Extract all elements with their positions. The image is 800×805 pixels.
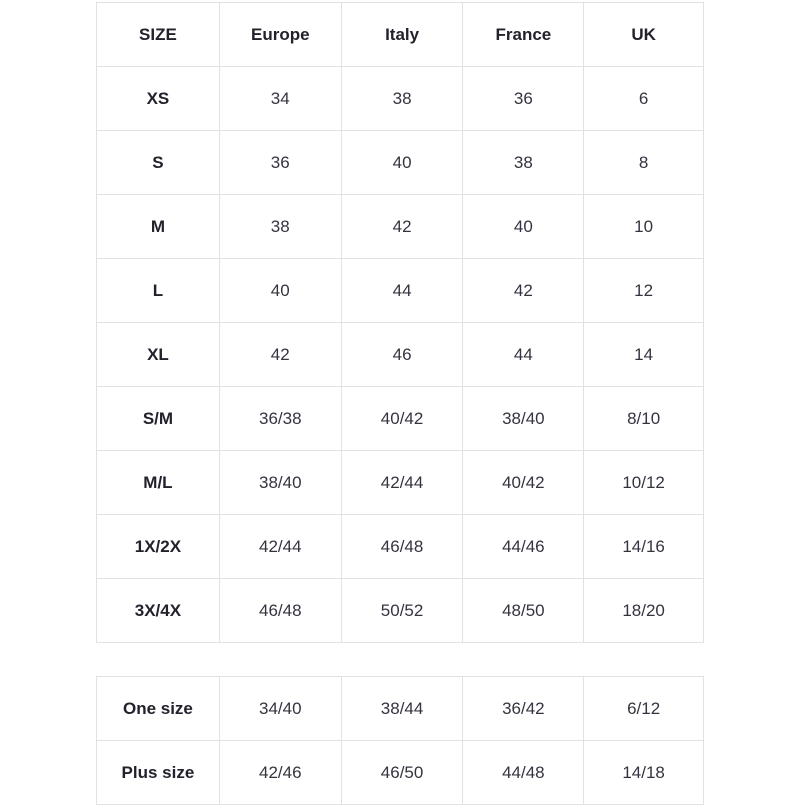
row-label: M bbox=[97, 195, 220, 259]
cell-uk: 8/10 bbox=[584, 387, 704, 451]
cell-italy: 38/44 bbox=[341, 677, 463, 741]
table-body bbox=[97, 67, 704, 643]
cell-uk: 6 bbox=[584, 67, 704, 131]
table-header bbox=[97, 3, 704, 67]
cell-europe: 36 bbox=[219, 131, 341, 195]
table-row bbox=[97, 131, 704, 195]
cell-europe: 46/48 bbox=[219, 579, 341, 643]
cell-europe: 36/38 bbox=[219, 387, 341, 451]
cell-uk: 8 bbox=[584, 131, 704, 195]
cell-france: 40 bbox=[463, 195, 584, 259]
column-header-france: France bbox=[463, 3, 584, 67]
column-header-italy: Italy bbox=[341, 3, 463, 67]
table-row bbox=[97, 323, 704, 387]
cell-france: 44 bbox=[463, 323, 584, 387]
row-label: S/M bbox=[97, 387, 220, 451]
cell-italy: 40 bbox=[341, 131, 463, 195]
table-row bbox=[97, 741, 704, 805]
cell-france: 44/46 bbox=[463, 515, 584, 579]
column-header-europe: Europe bbox=[219, 3, 341, 67]
table-row bbox=[97, 677, 704, 741]
cell-italy: 42/44 bbox=[341, 451, 463, 515]
row-label: One size bbox=[97, 677, 220, 741]
table-row bbox=[97, 387, 704, 451]
one-size-table bbox=[96, 676, 704, 805]
cell-uk: 14/18 bbox=[584, 741, 704, 805]
column-header-uk: UK bbox=[584, 3, 704, 67]
table-body bbox=[97, 677, 704, 805]
cell-uk: 10 bbox=[584, 195, 704, 259]
cell-italy: 46 bbox=[341, 323, 463, 387]
cell-europe: 42/46 bbox=[219, 741, 341, 805]
cell-italy: 38 bbox=[341, 67, 463, 131]
cell-italy: 40/42 bbox=[341, 387, 463, 451]
cell-france: 44/48 bbox=[463, 741, 584, 805]
cell-europe: 38/40 bbox=[219, 451, 341, 515]
cell-france: 36/42 bbox=[463, 677, 584, 741]
cell-europe: 34 bbox=[219, 67, 341, 131]
cell-france: 40/42 bbox=[463, 451, 584, 515]
cell-italy: 46/48 bbox=[341, 515, 463, 579]
table-row bbox=[97, 259, 704, 323]
table-row bbox=[97, 579, 704, 643]
cell-europe: 40 bbox=[219, 259, 341, 323]
table-row bbox=[97, 515, 704, 579]
cell-france: 38/40 bbox=[463, 387, 584, 451]
cell-uk: 14/16 bbox=[584, 515, 704, 579]
cell-uk: 6/12 bbox=[584, 677, 704, 741]
row-label: 3X/4X bbox=[97, 579, 220, 643]
row-label: L bbox=[97, 259, 220, 323]
column-header-size: SIZE bbox=[97, 3, 220, 67]
cell-france: 48/50 bbox=[463, 579, 584, 643]
cell-uk: 10/12 bbox=[584, 451, 704, 515]
cell-france: 36 bbox=[463, 67, 584, 131]
row-label: Plus size bbox=[97, 741, 220, 805]
table-row bbox=[97, 67, 704, 131]
size-conversion-table bbox=[96, 2, 704, 643]
cell-uk: 12 bbox=[584, 259, 704, 323]
cell-europe: 34/40 bbox=[219, 677, 341, 741]
table-header-row bbox=[97, 3, 704, 67]
cell-italy: 50/52 bbox=[341, 579, 463, 643]
table-row bbox=[97, 451, 704, 515]
table-row bbox=[97, 195, 704, 259]
row-label: 1X/2X bbox=[97, 515, 220, 579]
cell-uk: 18/20 bbox=[584, 579, 704, 643]
row-label: XS bbox=[97, 67, 220, 131]
cell-italy: 44 bbox=[341, 259, 463, 323]
main-size-table-wrapper bbox=[96, 0, 704, 643]
cell-europe: 38 bbox=[219, 195, 341, 259]
row-label: XL bbox=[97, 323, 220, 387]
row-label: S bbox=[97, 131, 220, 195]
secondary-size-table-wrapper bbox=[96, 676, 704, 805]
cell-uk: 14 bbox=[584, 323, 704, 387]
cell-france: 38 bbox=[463, 131, 584, 195]
cell-italy: 46/50 bbox=[341, 741, 463, 805]
cell-europe: 42 bbox=[219, 323, 341, 387]
row-label: M/L bbox=[97, 451, 220, 515]
cell-italy: 42 bbox=[341, 195, 463, 259]
table-divider-space bbox=[96, 643, 704, 676]
cell-france: 42 bbox=[463, 259, 584, 323]
cell-europe: 42/44 bbox=[219, 515, 341, 579]
